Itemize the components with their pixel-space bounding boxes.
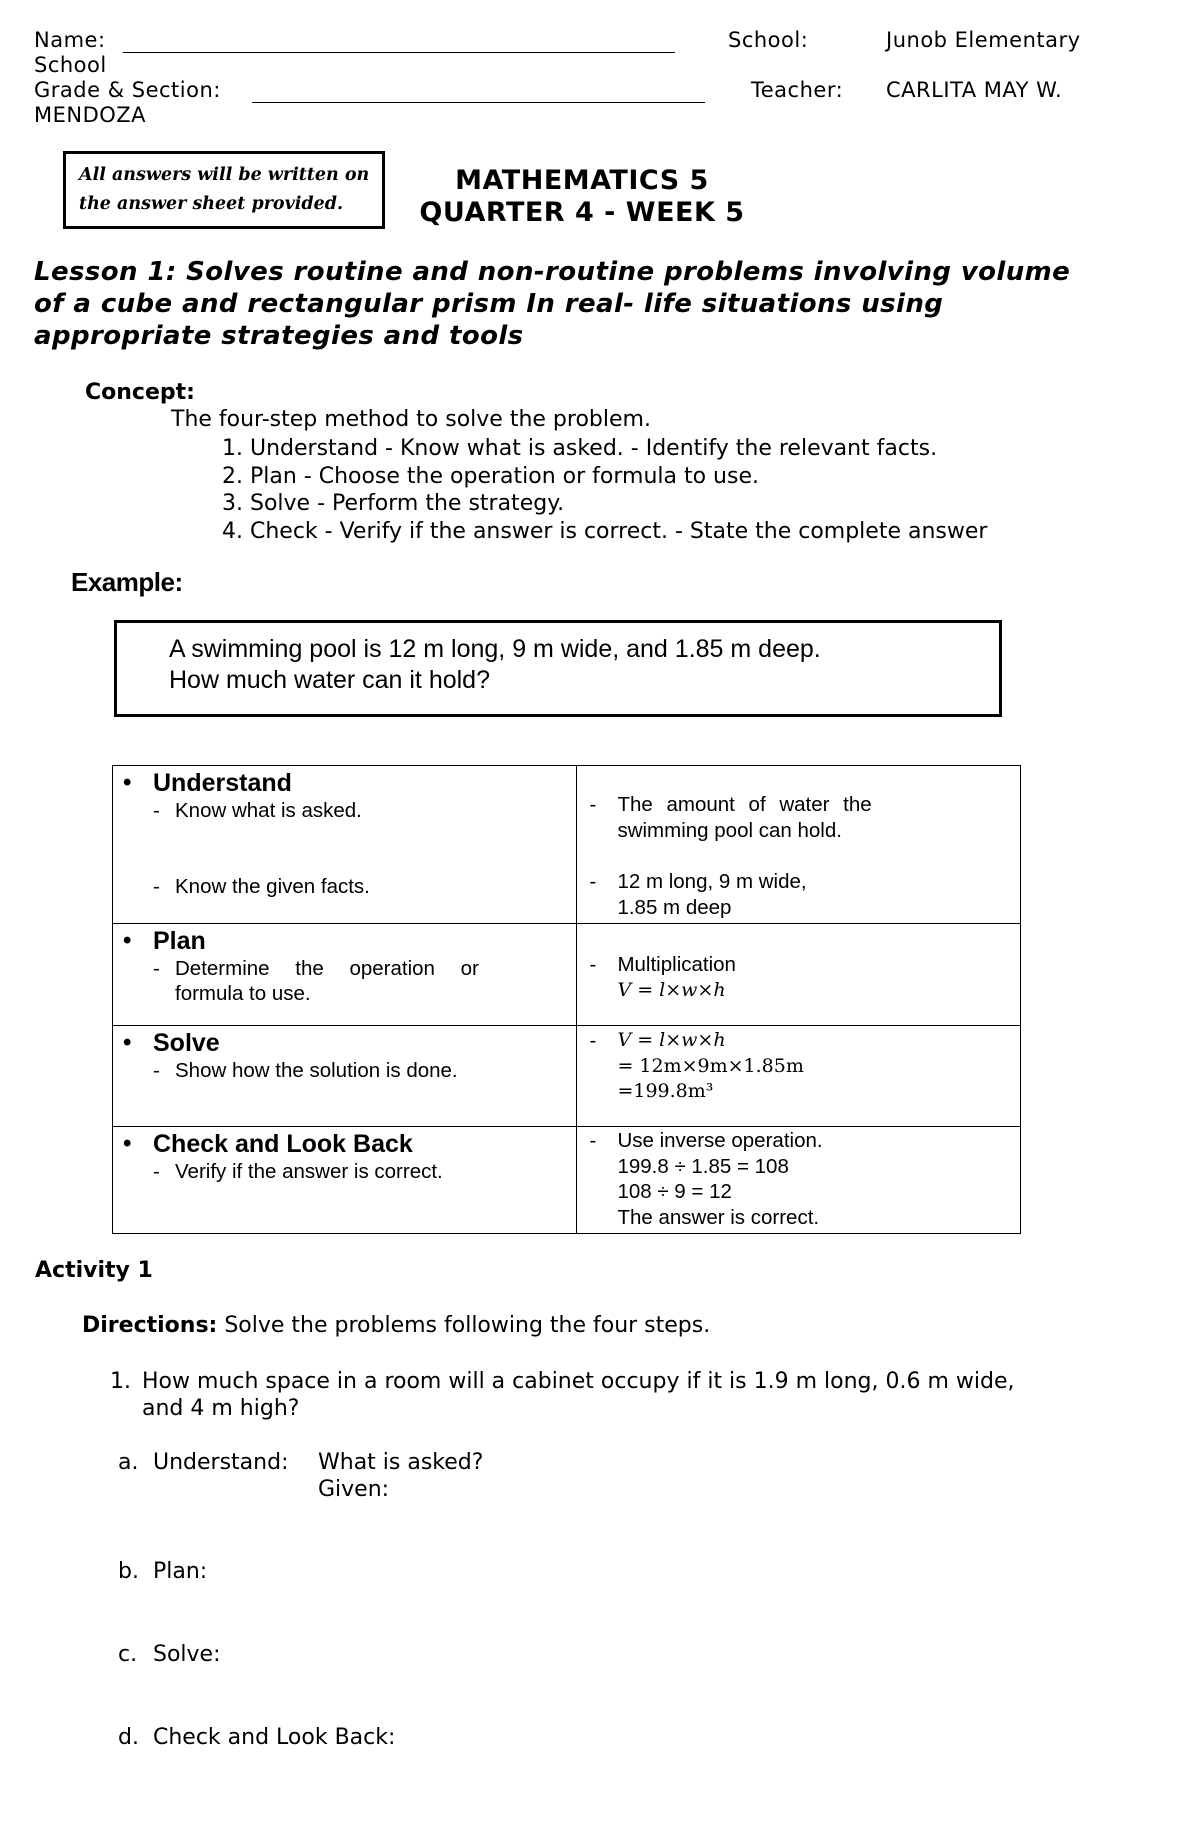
question-1-text: How much space in a room will a cabinet occupy if it is 1.9 m long, 0.6 m wide, and 4 m high? — [142, 1369, 1015, 1421]
step-a-question: What is asked? — [318, 1450, 484, 1475]
solve-title: • Solve — [113, 1028, 576, 1058]
concept-steps-list — [222, 435, 987, 545]
plan-right-cell — [577, 924, 1021, 1026]
example-problem-line-1: A swimming pool is 12 m long, 9 m wide, and 1.85 m deep. — [169, 635, 821, 663]
step-a-given: Given: — [318, 1477, 390, 1502]
step-a-text: Understand: — [153, 1450, 289, 1475]
check-title: • Check and Look Back — [113, 1129, 576, 1159]
title-subject: MATHEMATICS 5 — [455, 165, 709, 196]
concept-step: 4. Check - Verify if the answer is correct. - State the complete answer — [222, 518, 988, 544]
lesson-line-3: appropriate strategies and tools — [34, 321, 524, 351]
example-solution-table — [112, 765, 1021, 1234]
plan-left-cell — [113, 924, 577, 1026]
step-b-text: Plan: — [153, 1559, 208, 1584]
solve-sub: - Show how the solution is done. — [113, 1058, 576, 1083]
plan-title: • Plan — [113, 926, 576, 956]
plan-sub: - Determine the operation or formula to use. — [113, 956, 576, 1006]
example-problem-line-2: How much water can it hold? — [169, 666, 490, 694]
check-left-cell — [113, 1127, 577, 1234]
step-c-text: Solve: — [153, 1642, 221, 1667]
title-quarter-week: QUARTER 4 - WEEK 5 — [419, 197, 745, 228]
check-right-cell — [577, 1127, 1021, 1234]
solve-left-cell — [113, 1026, 577, 1127]
activity-directions — [82, 1313, 710, 1338]
concept-step: 3. Solve - Perform the strategy. — [222, 491, 565, 516]
concept-step: 2. Plan - Choose the operation or formula to use. — [222, 463, 759, 489]
directions-text: Solve the problems following the four steps. — [217, 1313, 711, 1338]
step-d-label: d. — [118, 1725, 139, 1750]
school-value-wrap: School — [34, 53, 107, 77]
table-row-solve — [113, 1026, 1021, 1127]
step-a-label: a. — [118, 1450, 139, 1475]
school-value: Junob Elementary — [886, 28, 1081, 52]
grade-section-blank-line[interactable] — [252, 102, 705, 103]
check-sub: - Verify if the answer is correct. — [113, 1159, 576, 1184]
understand-title: • Understand — [113, 768, 576, 798]
name-label: Name: — [34, 28, 106, 52]
plan-answer: - Multiplication V = l×w×h — [577, 952, 1020, 1003]
note-line-1: All answers will be written on — [79, 165, 370, 185]
lesson-heading — [34, 256, 1174, 352]
understand-sub-facts: - Know the given facts. — [113, 874, 576, 899]
activity-heading: Activity 1 — [35, 1258, 153, 1283]
example-heading: Example: — [71, 567, 183, 597]
teacher-value: CARLITA MAY W. — [886, 78, 1063, 102]
solve-right-cell — [577, 1026, 1021, 1127]
teacher-label: Teacher: — [751, 78, 844, 102]
understand-right-cell — [577, 766, 1021, 924]
concept-step: 1. Understand - Know what is asked. - Identify the relevant facts. — [222, 436, 938, 461]
check-answer: - Use inverse operation. 199.8 ÷ 1.85 = 108 108 ÷ 9 = 12 The answer is correct. — [577, 1128, 1020, 1230]
solve-answer: - V = l×w×h = 12m×9m×1.85m =199.8m³ — [577, 1028, 1020, 1105]
grade-section-label: Grade & Section: — [34, 78, 221, 102]
table-row-check — [113, 1127, 1021, 1234]
concept-heading: Concept: — [85, 380, 195, 405]
concept-intro: The four-step method to solve the problem. — [171, 407, 651, 432]
note-line-2: the answer sheet provided. — [79, 194, 344, 214]
step-d-text: Check and Look Back: — [153, 1725, 396, 1750]
question-1-number: 1. — [110, 1369, 131, 1394]
lesson-line-2: of a cube and rectangular prism In real- life situations using — [34, 289, 944, 319]
directions-label: Directions: — [82, 1313, 218, 1338]
example-problem-box — [114, 620, 1002, 717]
step-b-label: b. — [118, 1559, 139, 1584]
name-blank-line[interactable] — [123, 52, 675, 53]
page-title — [402, 165, 762, 229]
school-label: School: — [728, 28, 809, 52]
answer-sheet-note — [63, 151, 385, 229]
understand-answer-asked: - The amount of water the swimming pool can hold. — [577, 792, 1020, 843]
lesson-line-1: Lesson 1: Solves routine and non-routine problems involving volume — [34, 257, 1071, 287]
understand-left-cell — [113, 766, 577, 924]
table-row-understand — [113, 766, 1021, 924]
teacher-value-wrap: MENDOZA — [34, 103, 147, 127]
understand-sub-asked: - Know what is asked. — [113, 798, 576, 823]
understand-answer-facts: - 12 m long, 9 m wide, 1.85 m deep — [577, 869, 1020, 920]
table-row-plan — [113, 924, 1021, 1026]
step-c-label: c. — [118, 1642, 138, 1667]
